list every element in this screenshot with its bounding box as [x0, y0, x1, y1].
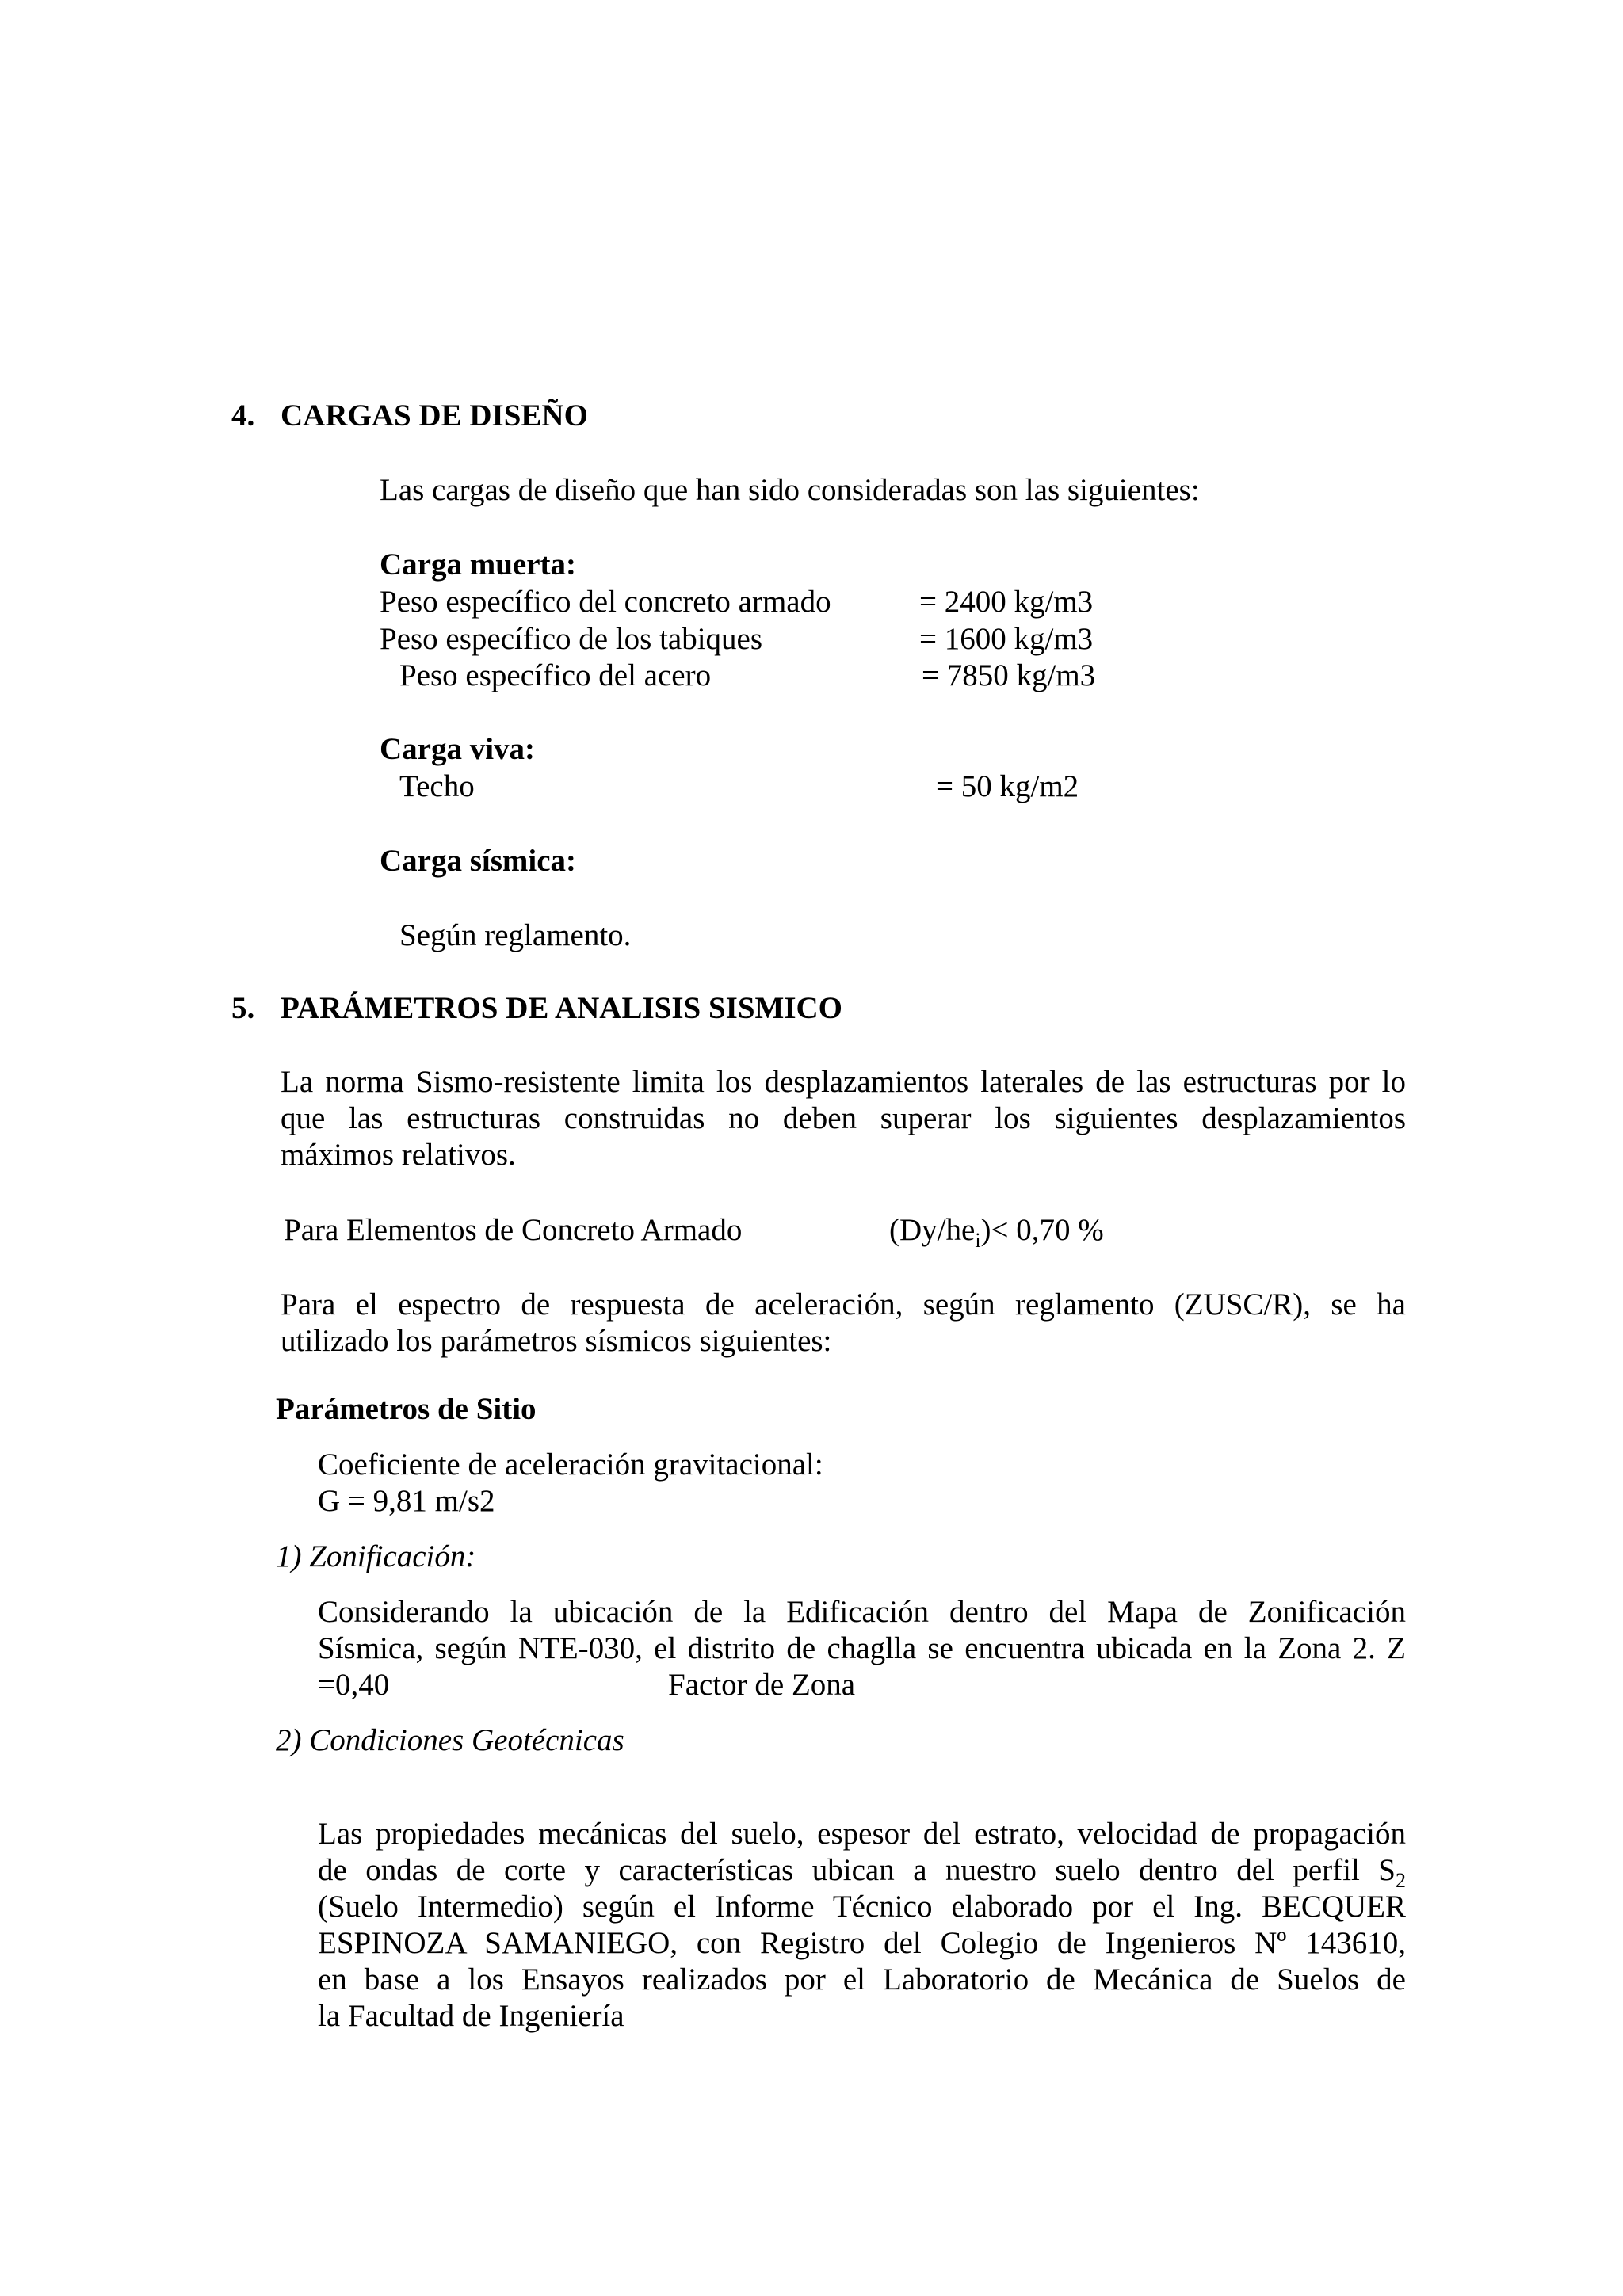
paragraph-line: utilizado los parámetros sísmicos siguientes: — [281, 1324, 832, 1358]
gravity-value: G = 9,81 m/s2 — [318, 1484, 495, 1518]
drift-limit-paragraph — [281, 1064, 1406, 1173]
dead-load-label-partitions: Peso específico de los tabiques — [380, 622, 763, 656]
spectrum-paragraph — [281, 1287, 1406, 1360]
dead-load-label-concrete: Peso específico del concreto armado — [380, 585, 831, 619]
zoning-paragraph — [318, 1594, 1406, 1667]
site-parameters-heading: Parámetros de Sitio — [276, 1392, 537, 1426]
paragraph-line: La norma Sismo-resistente limita los desplazamientos laterales de las estructuras por lo — [281, 1065, 1406, 1099]
dead-load-heading: Carga muerta: — [380, 547, 576, 582]
paragraph-line: Considerando la ubicación de la Edificación dentro del Mapa de Zonificación — [318, 1595, 1406, 1629]
paragraph-line: que las estructuras construidas no deben superar los siguientes desplazamientos — [281, 1101, 1406, 1135]
section-4-number: 4. — [231, 399, 255, 433]
paragraph-line: Para el espectro de respuesta de aceleración, según reglamento (ZUSC/R), se ha — [281, 1287, 1406, 1322]
gravity-label: Coeficiente de aceleración gravitacional: — [318, 1447, 823, 1482]
soil-profile-subscript: 2 — [1396, 1868, 1406, 1892]
drift-formula-subscript: i — [975, 1228, 981, 1252]
dead-load-label-steel: Peso específico del acero — [399, 658, 712, 692]
drift-formula — [889, 1212, 1104, 1252]
geotechnical-paragraph — [318, 1816, 1406, 2035]
live-load-value: = 50 kg/m2 — [936, 769, 1079, 803]
section-5-title: PARÁMETROS DE ANALISIS SISMICO — [281, 991, 843, 1025]
seismic-load-heading: Carga sísmica: — [380, 844, 577, 878]
zone-factor-label: Factor de Zona — [668, 1668, 856, 1702]
drift-label: Para Elementos de Concreto Armado — [284, 1213, 743, 1247]
zone-value: =0,40 — [318, 1668, 390, 1702]
paragraph-line: Las propiedades mecánicas del suelo, espesor del estrato, velocidad de propagación — [318, 1817, 1406, 1851]
dead-load-value-concrete: = 2400 kg/m3 — [919, 585, 1094, 619]
soil-profile-text: de ondas de corte y características ubican a nuestro suelo dentro del perfil S — [318, 1853, 1396, 1887]
section-5-number: 5. — [231, 991, 255, 1025]
live-load-label: Techo — [399, 769, 475, 803]
geotechnical-heading: 2) Condiciones Geotécnicas — [276, 1723, 624, 1757]
seismic-load-text: Según reglamento. — [399, 918, 632, 952]
drift-formula-pre: (Dy/he — [889, 1213, 976, 1247]
paragraph-line-soil-profile — [318, 1852, 1406, 1892]
dead-load-value-partitions: = 1600 kg/m3 — [919, 622, 1094, 656]
section-4-intro: Las cargas de diseño que han sido consideradas son las siguientes: — [380, 473, 1200, 507]
paragraph-line: ESPINOZA SAMANIEGO, con Registro del Colegio de Ingenieros Nº 143610, — [318, 1926, 1406, 1960]
section-4-title: CARGAS DE DISEÑO — [281, 399, 588, 433]
paragraph-line: máximos relativos. — [281, 1138, 516, 1172]
zoning-heading: 1) Zonificación: — [276, 1539, 476, 1573]
dead-load-value-steel: = 7850 kg/m3 — [922, 658, 1096, 692]
drift-formula-post: )< 0,70 % — [980, 1213, 1104, 1247]
paragraph-line: Sísmica, según NTE-030, el distrito de chaglla se encuentra ubicada en la Zona 2. Z — [318, 1631, 1406, 1665]
paragraph-line: la Facultad de Ingeniería — [318, 1999, 624, 2033]
live-load-heading: Carga viva: — [380, 732, 536, 766]
paragraph-line: (Suelo Intermedio) según el Informe Técnico elaborado por el Ing. BECQUER — [318, 1890, 1406, 1924]
paragraph-line: en base a los Ensayos realizados por el Laboratorio de Mecánica de Suelos de — [318, 1962, 1406, 1997]
